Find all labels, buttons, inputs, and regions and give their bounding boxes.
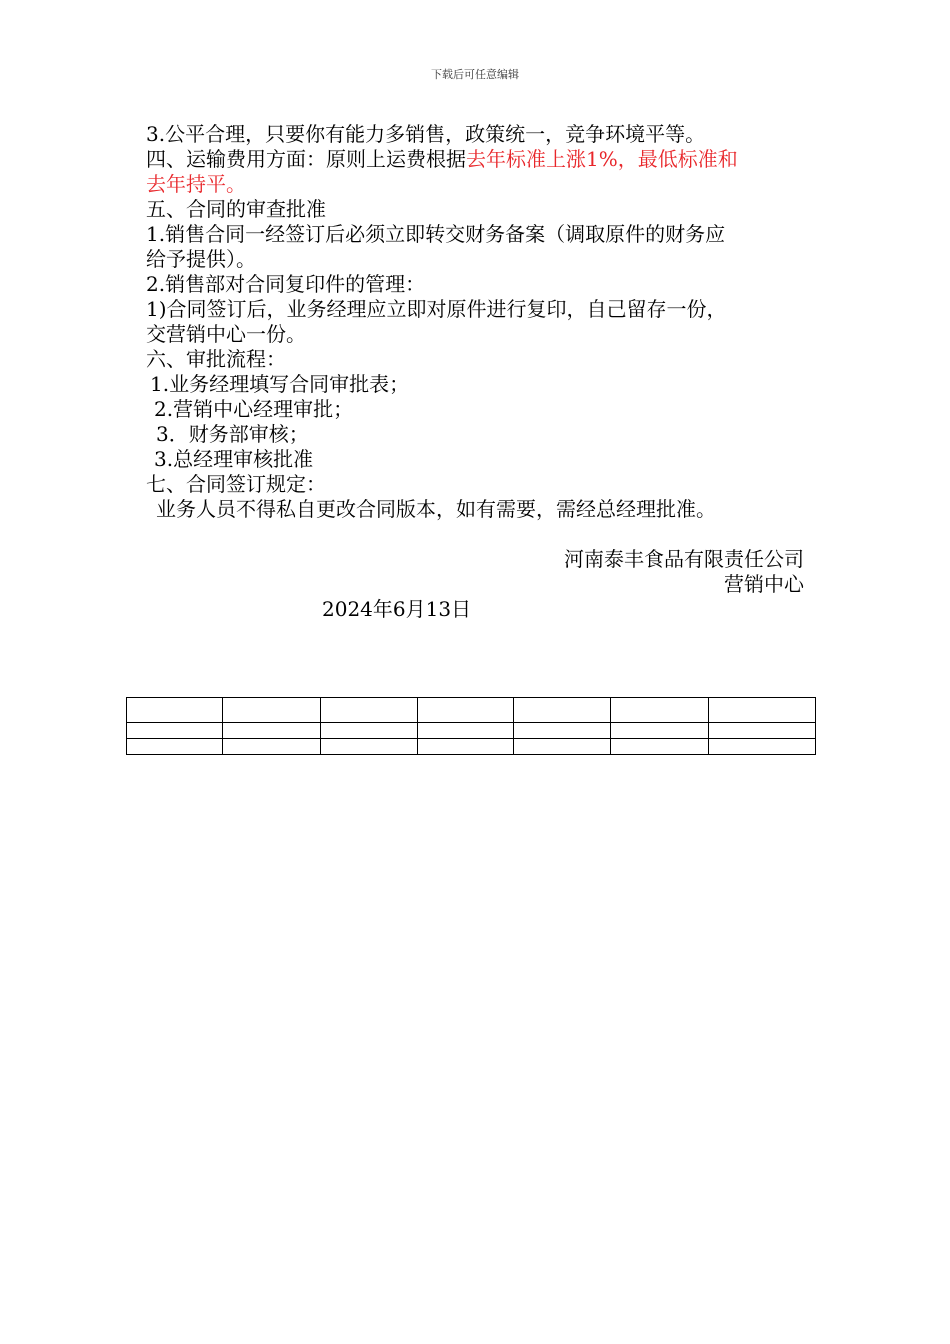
- section-contract-review: 五、合同的审查批准: [146, 197, 326, 221]
- review-item-2-sub: 1)合同签订后，业务经理应立即对原件进行复印，自己留存一份，: [146, 297, 727, 321]
- company-name: 河南泰丰食品有限责任公司: [564, 547, 804, 571]
- table-cell: [611, 739, 709, 755]
- approval-step-2: 2.营销中心经理审批；: [154, 397, 354, 421]
- table-cell: [514, 723, 611, 739]
- table-cell: [417, 739, 514, 755]
- signature-block: [564, 547, 804, 597]
- table-cell: [127, 698, 223, 723]
- approval-step-3: 3．财务部审核；: [156, 422, 309, 446]
- transport-fees-highlight: 去年标准上涨1%，最低标准和: [466, 147, 738, 171]
- table-row: [127, 739, 816, 755]
- section-transport-fees: [146, 147, 816, 172]
- table-cell: [611, 698, 709, 723]
- table-cell: [417, 698, 514, 723]
- table-cell: [320, 739, 417, 755]
- table-row: [127, 723, 816, 739]
- review-item-2-sub-cont: 交营销中心一份。: [146, 322, 306, 346]
- table-cell: [709, 739, 816, 755]
- policy-line-fairness: 3.公平合理，只要你有能力多销售，政策统一，竞争环境平等。: [146, 122, 706, 146]
- department-name: 营销中心: [724, 572, 804, 596]
- transport-fees-text: 四、运输费用方面：原则上运费根据: [146, 147, 466, 171]
- table-cell: [222, 723, 320, 739]
- table-cell: [222, 698, 320, 723]
- section-approval-process: 六、审批流程：: [146, 347, 286, 371]
- section-signing-rules: 七、合同签订规定：: [146, 472, 326, 496]
- review-item-2: 2.销售部对合同复印件的管理：: [146, 272, 426, 296]
- signing-rule-text: 业务人员不得私自更改合同版本，如有需要，需经总经理批准。: [156, 497, 716, 521]
- table-cell: [709, 723, 816, 739]
- table-cell: [514, 698, 611, 723]
- document-date: 2024年6月13日: [322, 597, 472, 621]
- table-cell: [417, 723, 514, 739]
- table-cell: [320, 723, 417, 739]
- table-cell: [709, 698, 816, 723]
- review-item-1: 1.销售合同一经签订后必须立即转交财务备案（调取原件的财务应: [146, 222, 726, 246]
- page-header: 下载后可任意编辑: [431, 68, 519, 81]
- table-cell: [222, 739, 320, 755]
- table-cell: [127, 723, 223, 739]
- table-cell: [320, 698, 417, 723]
- table-cell: [127, 739, 223, 755]
- table-cell: [514, 739, 611, 755]
- approval-step-1: 1.业务经理填写合同审批表；: [150, 372, 410, 396]
- table-row: [127, 698, 816, 723]
- document-body: [146, 122, 816, 522]
- table-cell: [611, 723, 709, 739]
- transport-fees-highlight-cont: 去年持平。: [146, 172, 246, 196]
- empty-table: [126, 697, 816, 755]
- review-item-1-cont: 给予提供）。: [146, 247, 256, 271]
- approval-step-4: 3.总经理审核批准: [154, 447, 314, 471]
